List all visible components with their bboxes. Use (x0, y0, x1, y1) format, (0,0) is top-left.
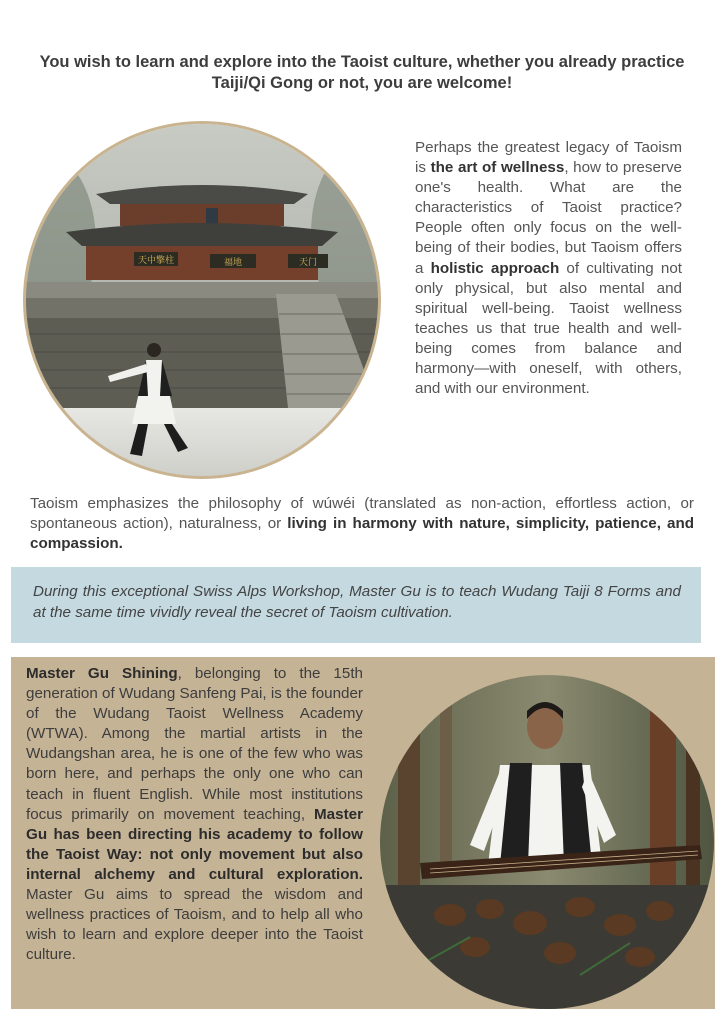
master-bio-paragraph (26, 664, 363, 965)
intro-bold-art-of-wellness: the art of wellness (430, 159, 565, 177)
temple-signs (134, 252, 328, 268)
wellness-intro-paragraph (415, 138, 682, 399)
bio-text-1: , belonging to the 15th generation of Wudang Sanfeng Pai, is the founder of the Wudang Taoist Wellness Academy (WTWA). Among the martial artists in the Wudangshan area, he is one of the few who was born here, and perhaps the only one who can teach in fluent English. While most institutions focus primarily on movement teaching, (26, 665, 363, 823)
philosophy-paragraph (30, 494, 694, 554)
bio-bold-taoist-way: Master Gu has been directing his academy to follow the Taoist Way: not only movement but also internal alchemy and cultural exploration. (26, 805, 363, 883)
intro-text-3: of cultivating not only physical, but also mental and spiritual well-being. Taoist wellness teaches us that true health and well-being comes from balance and harmony—with oneself, with others, and with our environment. (415, 259, 682, 398)
intro-text-2: , how to preserve one's health. What are the characteristics of Taoist practice? People often only focus on the well-being of their bodies, but Taoism offers a (415, 159, 683, 277)
master-gu-photo (380, 675, 714, 1009)
temple-sign-left: 天中擎柱 (137, 256, 175, 266)
page-headline: You wish to learn and explore into the Taoist culture, whether you already practice Taiji/Qi Gong or not, you are welcome! (39, 53, 685, 92)
master-bio-panel (11, 657, 715, 1009)
philosophy-bold: living in harmony with nature, simplicity, patience, and compassion. (30, 515, 694, 553)
bio-master-name: Master Gu Shining (26, 665, 178, 682)
temple-sign-right: 天门 (298, 258, 318, 268)
intro-text-1: Perhaps the greatest legacy of Taoism is (415, 139, 682, 177)
temple-sign-center: 福地 (223, 258, 243, 268)
philosophy-text: Taoism emphasizes the philosophy of wúwéi (translated as non-action, effortless action, or spontaneous action), naturalness, or (30, 495, 694, 533)
temple-photo (26, 124, 378, 476)
bio-text-2: Master Gu aims to spread the wisdom and wellness practices of Taoism, and to help all who wish to learn and explore deeper into the Taoist culture. (26, 886, 363, 964)
workshop-banner (11, 567, 701, 643)
intro-bold-holistic-approach: holistic approach (430, 259, 560, 277)
workshop-banner-text: During this exceptional Swiss Alps Workshop, Master Gu is to teach Wudang Taiji 8 Forms and at the same time vividly reveal the secret of Taoism cultivation. (33, 583, 681, 621)
